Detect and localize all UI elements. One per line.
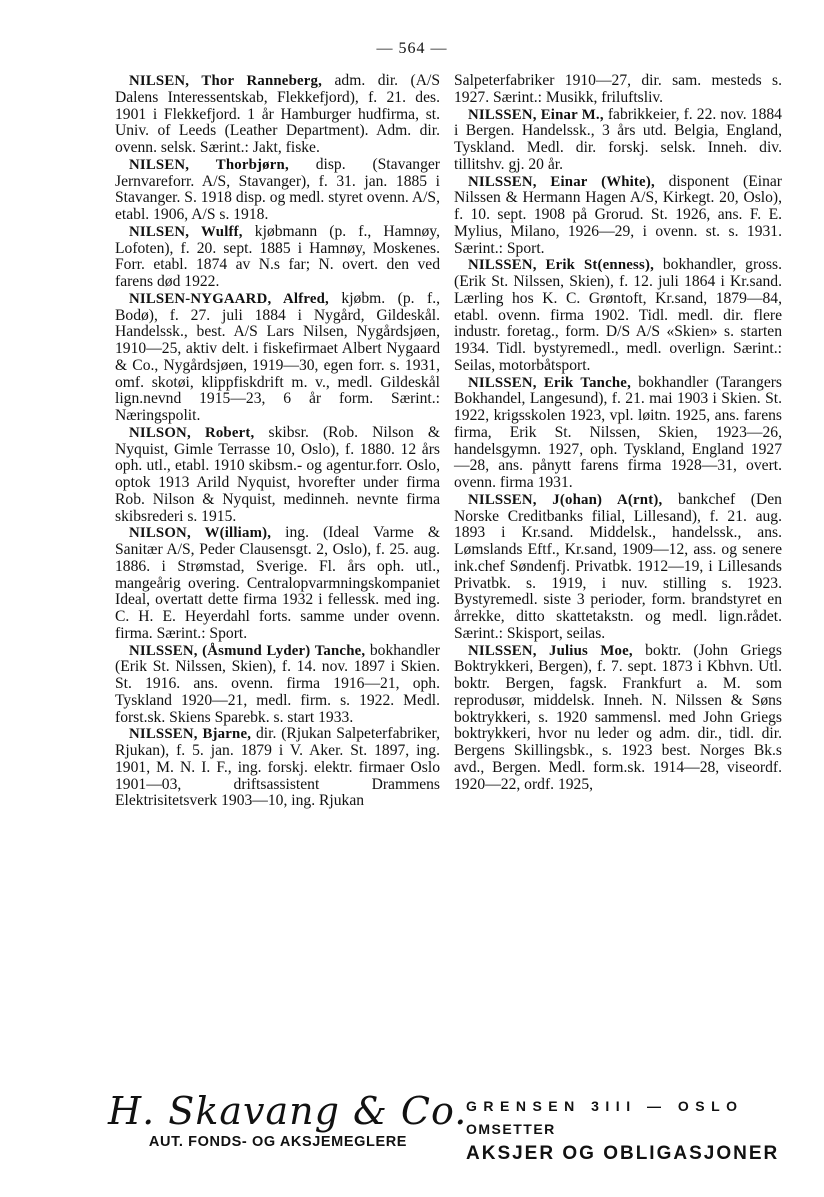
entry-text: bokhandler, gross. (Erik St. Nilssen, Skien), f. 12. juli 1864 i Kr.sand. Lærling hos K. C. Grøntoft, Kr.sand, 1879—84, etabl. ovenn. firma 1902. Tidl. medl. dir. flere industr. foretag., form. D/S A/S «Skien» s. starten 1934. Tidl. bystyremedl., medl. overlign. Særint.: Seilas, motorbåtsport. [454,256,783,374]
entry [115,525,440,642]
advertisement-securities [466,1098,786,1165]
entry [454,257,782,374]
entry-name: NILSEN, Wulff, [129,223,243,240]
entry [115,291,440,425]
entry-name: NILSSEN, Einar (White), [468,173,655,190]
entry [454,375,782,492]
entry [454,174,782,258]
entry-text: ing. (Ideal Varme & Sanitær A/S, Peder Clausensgt. 2, Oslo), f. 25. aug. 1886. i Strømstad, Sverige. Fl. års oph. utl., mangeårig overing. Centralopvarmningskompaniet Ideal, overtatt dette firma 1932 i fellessk. med ing. C. H. E. Heyerdahl forts. samme under ovenn. firma. Særint.: Sport. [115,524,440,642]
entry-text: bokhandler (Tarangers Bokhandel, Langesund), f. 21. mai 1903 i Skien. St. 1922, krigsskolen 1923, vpl. løitn. 1925, ans. farens firma, Erik St. Nilssen, Skien, 1923—26, handelsgymn. 1927, oph. Tyskland, England 1927—28, ans. pånytt farens firma 1928—31, overt. ovenn. firma 1931. [454,373,783,491]
entry [454,492,782,643]
entry [454,107,782,174]
entry-text: Salpeterfabriker 1910—27, dir. sam. mesteds s. 1927. Særint.: Musikk, friluftsliv. [454,72,782,106]
entry [115,726,440,810]
entry-name: NILSEN-NYGAARD, Alfred, [129,290,329,307]
entry-text: kjøbm. (p. f., Bodø), f. 27. juli 1884 i Nygård, Gildeskål. Handelssk., best. A/S Lars Nilsen, Nygårdsjøen, 1910—25, aktiv delt. i fiskefirmaet Albert Nygaard & Co., Nygårdsjøen, 1919—30, egen forr. s. 1931, omf. skotøi, klippfiskdrift m. v., medl. Gildeskål lign.nevnd 1915—23, 6 år form. Særint.: Næringspolit. [115,289,440,424]
entry [115,157,440,224]
entry-name: NILSSEN, J(ohan) A(rnt), [468,491,663,508]
entry-text: kjøbmann (p. f., Hamnøy, Lofoten), f. 20. sept. 1885 i Hamnøy, Moskenes. Forr. etabl. 1874 av N.s far; N. overt. den ved farens død 1922. [115,222,440,290]
skavang-logo: H. Skavang & Co. [108,1089,468,1133]
entry-text: bankchef (Den Norske Creditbanks filial, Lillesand), f. 21. aug. 1893 i Kr.sand. Middelsk., handelssk., ans. Lømslands Eftf., Kr.sand, 1909—12, ass. og senere ink.chef Søndenfj. Privatbk. 1912—19, i Lillesands Privatbk. s. 1919, i nuv. stilling s. 1923. Bystyremedl. siste 3 perioder, form. brandstyret en årrekke, ditto skattetakstn. og medl. lign.rådet. Særint.: Skisport, seilas. [454,490,782,642]
entry-text: disponent (Einar Nilssen & Hermann Hagen A/S, Kirkegt. 20, Oslo), f. 10. sept. 1908 på Grorud. St. 1926, ans. F. E. Mylius, Milano, 1926—29, i ovenn. st. s. 1931. Særint.: Sport. [454,172,782,257]
entry-name: NILSSEN, Julius Moe, [468,642,633,659]
entry [115,425,440,526]
page-number: — 564 — [376,40,448,57]
entry-continuation [454,73,782,107]
entry [115,224,440,291]
entry-text: skibsr. (Rob. Nilson & Nyquist, Gimle Terrasse 10, Oslo), f. 1880. 12 års oph. utl., etabl. 1910 skibsm.- og agentur.forr. Oslo, optok 1913 Arild Nyquist, hvorefter under firma Rob. Nilson & Nyquist, medinneh. nevnte firma skibsrederi s. 1915. [115,423,440,525]
entry-name: NILSON, Robert, [129,424,255,441]
entry-name: NILSSEN, Erik St(enness), [468,257,654,274]
entry-name: NILSSEN, Erik Tanche, [468,374,631,391]
ad-address: GRENSEN 3III — OSLO [466,1098,744,1114]
entry-name: NILSSEN, Einar M., [468,106,604,123]
entry [115,643,440,727]
entry [115,73,440,157]
skavang-tagline: AUT. FONDS- OG AKSJEMEGLERE [148,1134,408,1150]
entry-text: disp. (Stavanger Jernvareforr. A/S, Stavanger), f. 31. jan. 1885 i Stavanger. S. 1918 disp. og medl. styret ovenn. A/S, etabl. 1906, A/S s. 1918. [115,155,440,223]
entry-name: NILSSEN, (Åsmund Lyder) Tanche, [129,642,366,659]
advertisement-skavang [108,1089,468,1150]
ad-line-omsetter: OMSETTER [466,1121,556,1137]
entry-text: bokhandler (Erik St. Nilssen, Skien), f. 14. nov. 1897 i Skien. St. 1916. ans. ovenn. firma 1916—21, oph. Tyskland 1920—21, medl. firm. s. 1922. Medl. forst.sk. Skiens Sparebk. s. start 1933. [115,641,440,726]
entry-name: NILSON, W(illiam), [129,525,272,542]
entry-text: boktr. (John Griegs Boktrykkeri, Bergen), f. 7. sept. 1873 i Kbhvn. Utl. boktr. Bergen, fagsk. Frankfurt a. M. som reprodusør, middelsk. Inneh. N. Nilssen & Søns boktrykkeri, s. 1920 sammensl. med John Griegs boktrykkeri, hvor nu leder og adm. dir., tidl. dir. Bergens Skillingsbk., s. 1923 best. Norges Bk.s avd., Bergen. Medl. form.sk. 1914—28, viseordf. 1920—22, ordf. 1925, [454,641,783,793]
entry [454,643,782,794]
entry-text: dir. (Rjukan Salpeterfabriker, Rjukan), f. 5. jan. 1879 i V. Aker. St. 1897, ing. 1901, M. N. I. F., ing. forskj. elektr. firmaer Oslo 1901—03, driftsassistent Drammens Elektrisitetsverk 1903—10, ing. Rjukan [115,725,440,810]
ad-line-aksjer: AKSJER OG OBLIGASJONER [466,1143,780,1164]
left-column [115,73,440,810]
right-column [454,73,782,793]
entry-name: NILSEN, Thorbjørn, [129,156,289,173]
entry-name: NILSEN, Thor Ranneberg, [129,73,323,89]
entry-text: fabrikkeier, f. 22. nov. 1884 i Bergen. Handelssk., 3 års utd. Belgia, England, Tyskland. Medl. dir. forskj. selsk. Inneh. div. tillitshv. gj. 20 år. [454,105,782,173]
entry-text: adm. dir. (A/S Dalens Interessentskab, Flekkefjord), f. 21. des. 1901 i Flekkefjord. 1 år Hamburger hudfirma, st. Univ. of Leeds (Leather Department). Adm. dir. ovenn. selsk. Særint.: Jakt, fiske. [115,72,440,156]
entry-name: NILSSEN, Bjarne, [129,726,252,743]
